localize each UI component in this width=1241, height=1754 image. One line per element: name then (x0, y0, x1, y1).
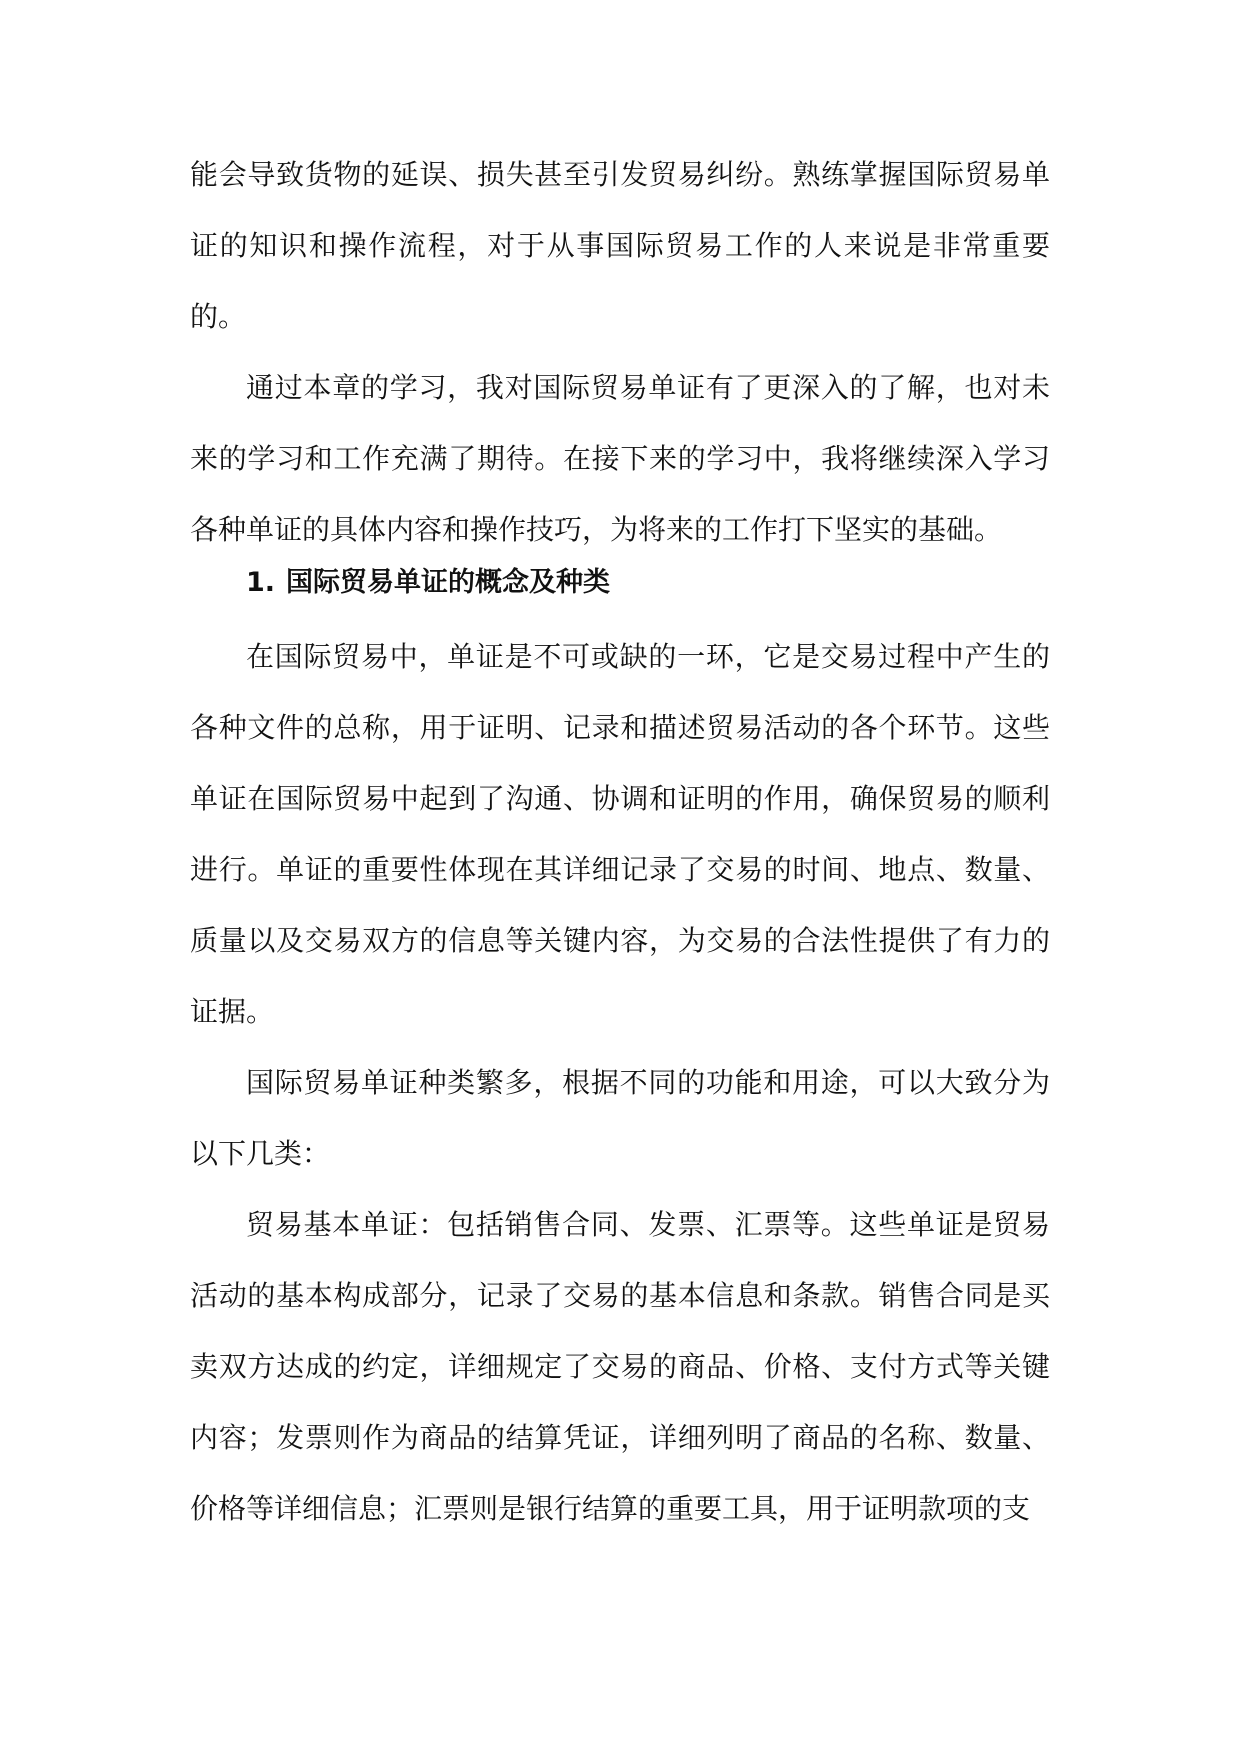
intro-section (190, 139, 1050, 565)
section-title: 国际贸易单证的概念及种类 (286, 567, 610, 598)
paragraph-summary: 通过本章的学习，我对国际贸易单证有了更深入的了解，也对未来的学习和工作充满了期待。在接下来的学习中，我将继续深入学习各种单证的具体内容和操作技巧，为将来的工作打下坚实的基础。 (190, 371, 1050, 546)
section-content (190, 621, 1050, 1544)
section-heading (246, 560, 1046, 606)
paragraph-categories-intro: 国际贸易单证种类繁多，根据不同的功能和用途，可以大致分为以下几类： (190, 1066, 1050, 1170)
section-number: 1. (246, 567, 276, 598)
paragraph-continuation: 能会导致货物的延误、损失甚至引发贸易纠纷。熟练掌握国际贸易单证的知识和操作流程，对于从事国际贸易工作的人来说是非常重要的。 (190, 158, 1050, 333)
paragraph-definition: 在国际贸易中，单证是不可或缺的一环，它是交易过程中产生的各种文件的总称，用于证明、记录和描述贸易活动的各个环节。这些单证在国际贸易中起到了沟通、协调和证明的作用，确保贸易的顺利进行。单证的重要性体现在其详细记录了交易的时间、地点、数量、质量以及交易双方的信息等关键内容，为交易的合法性提供了有力的证据。 (190, 640, 1050, 1028)
paragraph-basic-documents: 贸易基本单证：包括销售合同、发票、汇票等。这些单证是贸易活动的基本构成部分，记录了交易的基本信息和条款。销售合同是买卖双方达成的约定，详细规定了交易的商品、价格、支付方式等关键内容；发票则作为商品的结算凭证，详细列明了商品的名称、数量、价格等详细信息；汇票则是银行结算的重要工具，用于证明款项的支 (190, 1208, 1050, 1525)
